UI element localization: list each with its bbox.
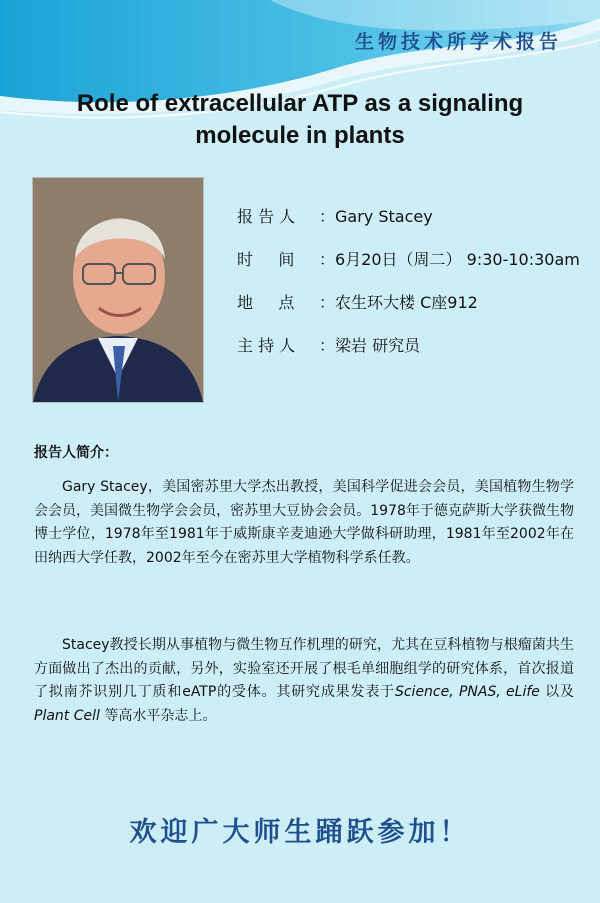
- info-label: 地 点: [237, 293, 295, 312]
- info-label: 主 持 人: [237, 336, 296, 355]
- info-value: 农生环大楼 C座912: [335, 293, 478, 312]
- bio-p2-text: 等高水平杂志上。: [99, 707, 217, 724]
- speaker-photo: [32, 177, 204, 403]
- bio-p2-text: 以及: [539, 684, 574, 700]
- info-label: 时 间: [237, 250, 295, 269]
- info-value: Gary Stacey: [335, 207, 433, 226]
- bio-paragraph-2: [34, 634, 574, 728]
- info-label: 报 告 人: [237, 207, 296, 226]
- bio-p2-text: Stacey教授长期从事植物与微生物互作机理的研究，尤其在豆科植物与根瘤菌共生方面做出了杰出的贡献，另外，实验室还开展了根毛单细胞组学的研究体系，首次报道了拟南芥识别几丁质和eATP的受体。其研究成果发表于: [34, 637, 574, 700]
- info-location: 地 点 ：农生环大楼 C座912: [237, 290, 580, 333]
- info-value: 梁岩 研究员: [335, 336, 421, 355]
- bio-heading: 报告人简介：: [34, 445, 118, 461]
- info-time: 时 间 ：6月20日（周二） 9:30-10:30am: [237, 247, 580, 290]
- talk-info: [237, 204, 580, 376]
- talk-title: [0, 88, 600, 152]
- speaker-portrait-icon: [33, 178, 203, 402]
- info-speaker: 报 告 人 ：Gary Stacey: [237, 204, 580, 247]
- info-host: 主 持 人 ：梁岩 研究员: [237, 333, 580, 376]
- bio-journals: Science, PNAS, eLife: [394, 684, 540, 700]
- talk-title-line1: Role of extracellular ATP as a signaling: [76, 90, 524, 117]
- institute-header: 生物技术所学术报告: [354, 31, 562, 53]
- bio-paragraph-1: Gary Stacey，美国密苏里大学杰出教授，美国科学促进会会员，美国植物生物学会会员，美国微生物学会会员，密苏里大豆协会会员。1978年于德克萨斯大学获微生物博士学位，1978年至1981年于威斯康辛麦迪逊大学做科研助理，1981年至2002年在田纳西大学任教，2002年至今在密苏里大学植物科学系任教。: [34, 479, 574, 566]
- info-value: 6月20日（周二） 9:30-10:30am: [335, 250, 580, 269]
- invitation-footer: 欢迎广大师生踊跃参加！: [129, 817, 471, 848]
- bio-journal-plant-cell: Plant Cell: [34, 707, 100, 724]
- talk-title-line2: molecule in plants: [195, 122, 405, 149]
